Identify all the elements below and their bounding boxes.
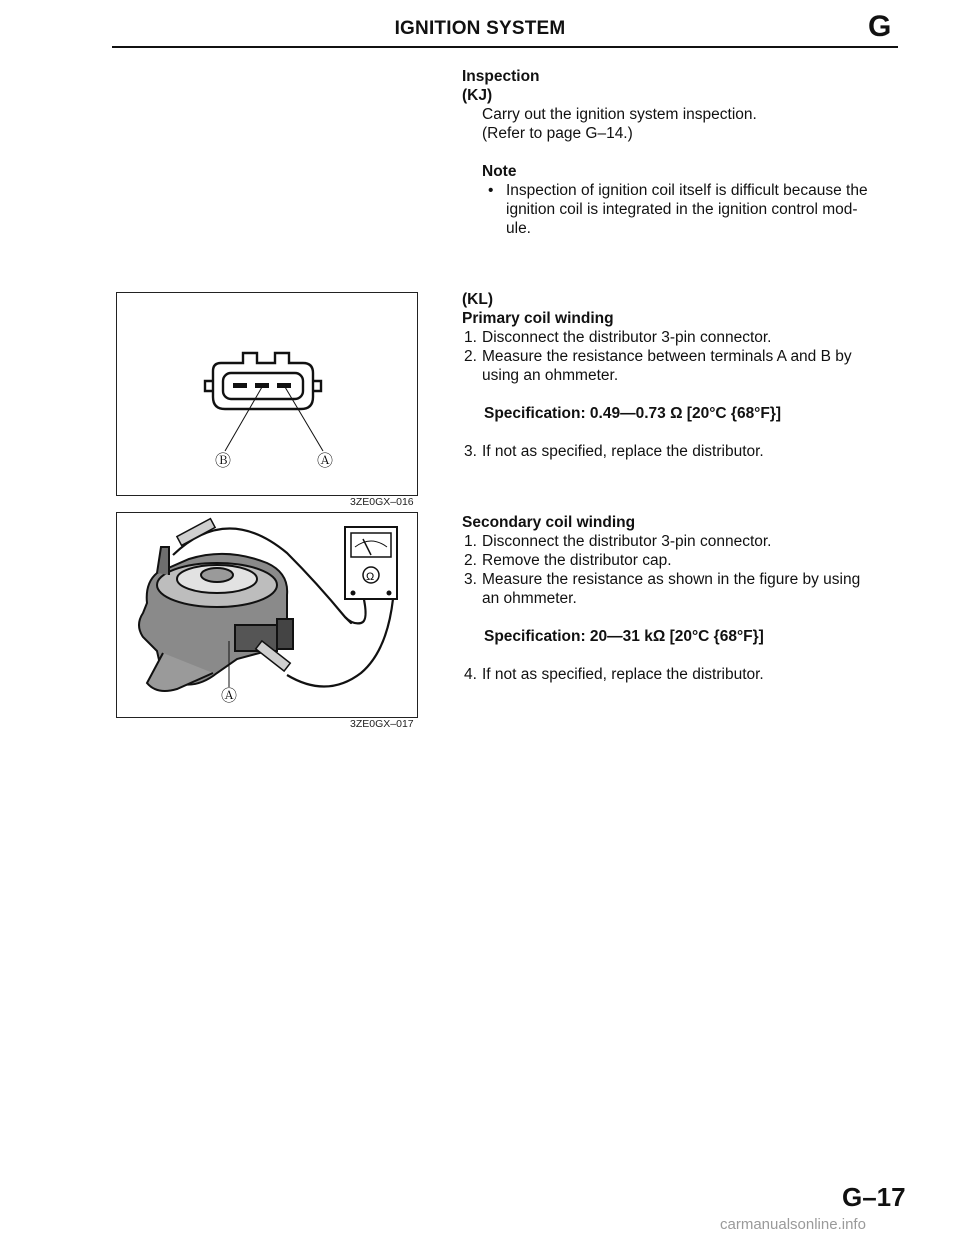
figure-code-016: 3ZE0GX–016 [350, 496, 414, 508]
inspection-section [462, 67, 902, 238]
connector-figure [116, 292, 418, 496]
kj-label: (KJ) [462, 87, 493, 104]
header-rule [112, 46, 898, 48]
secondary-coil-section [462, 513, 902, 684]
step-text: Disconnect the distributor 3-pin connector. [482, 329, 772, 346]
page-number: G–17 [842, 1182, 906, 1212]
primary-coil-section [462, 290, 902, 461]
note-line1: Inspection of ignition coil itself is difficult because the [506, 182, 868, 199]
inspection-heading: Inspection [462, 68, 540, 85]
step-text-cont: an ohmmeter. [482, 590, 577, 607]
note-line3: ule. [506, 220, 531, 237]
secondary-final-step [462, 665, 902, 684]
section-letter: G [868, 10, 892, 43]
step-number: 3. [464, 571, 477, 588]
connector-tab-right [313, 381, 321, 391]
step-text: Remove the distributor cap. [482, 552, 672, 569]
step-text-cont: using an ohmmeter. [482, 367, 619, 384]
step-text: If not as specified, replace the distributor. [482, 443, 764, 460]
step-text: Measure the resistance as shown in the figure by using [482, 571, 861, 588]
primary-final-step [462, 442, 902, 461]
kj-text-line2: (Refer to page G–14.) [482, 125, 633, 142]
ohmmeter [345, 527, 397, 599]
terminal-a-label-fig2: Ⓐ [221, 688, 238, 705]
terminal-a-label: Ⓐ [317, 453, 334, 470]
secondary-step [462, 665, 902, 684]
distributor-figure [116, 512, 418, 718]
connector-diagram [117, 293, 417, 495]
watermark: carmanualsonline.info [720, 1216, 866, 1233]
primary-steps [462, 328, 902, 385]
secondary-steps [462, 532, 902, 608]
terminal-b-label: Ⓑ [215, 453, 232, 470]
primary-step [462, 328, 902, 347]
note-line2: ignition coil is integrated in the ignition control mod- [506, 201, 858, 218]
page-header-title: IGNITION SYSTEM [394, 18, 566, 39]
kl-label: (KL) [462, 291, 493, 308]
step-number: 2. [464, 552, 477, 569]
step-number: 2. [464, 348, 477, 365]
step-number: 1. [464, 329, 477, 346]
leader-line-b [225, 387, 262, 451]
ohm-symbol: Ω [366, 571, 375, 583]
pin-left [233, 383, 247, 388]
secondary-specification: Specification: 20—31 kΩ [20°C {68°F}] [484, 628, 764, 645]
primary-step [462, 442, 902, 461]
primary-heading: Primary coil winding [462, 310, 614, 327]
step-number: 4. [464, 666, 477, 683]
ohmmeter-terminal-right [387, 591, 392, 596]
connector-housing [213, 353, 313, 409]
note-bullet-item [462, 181, 902, 238]
bullet-dot: • [488, 182, 494, 199]
step-number: 1. [464, 533, 477, 550]
secondary-step [462, 570, 902, 608]
primary-step [462, 347, 902, 385]
secondary-step [462, 532, 902, 551]
secondary-heading: Secondary coil winding [462, 514, 636, 531]
step-text: Measure the resistance between terminals A and B by [482, 348, 852, 365]
secondary-step [462, 551, 902, 570]
ohmmeter-terminal-left [351, 591, 356, 596]
step-text: If not as specified, replace the distributor. [482, 666, 764, 683]
distributor-diagram [117, 513, 417, 717]
distributor-body [139, 547, 293, 691]
step-number: 3. [464, 443, 477, 460]
figure-code-017: 3ZE0GX–017 [350, 718, 414, 730]
kj-text-line1: Carry out the ignition system inspection. [482, 106, 757, 123]
primary-specification: Specification: 0.49—0.73 Ω [20°C {68°F}] [484, 405, 782, 422]
pin-right [277, 383, 291, 388]
step-text: Disconnect the distributor 3-pin connector. [482, 533, 772, 550]
leader-line-a [285, 387, 323, 451]
note-heading: Note [482, 163, 517, 180]
